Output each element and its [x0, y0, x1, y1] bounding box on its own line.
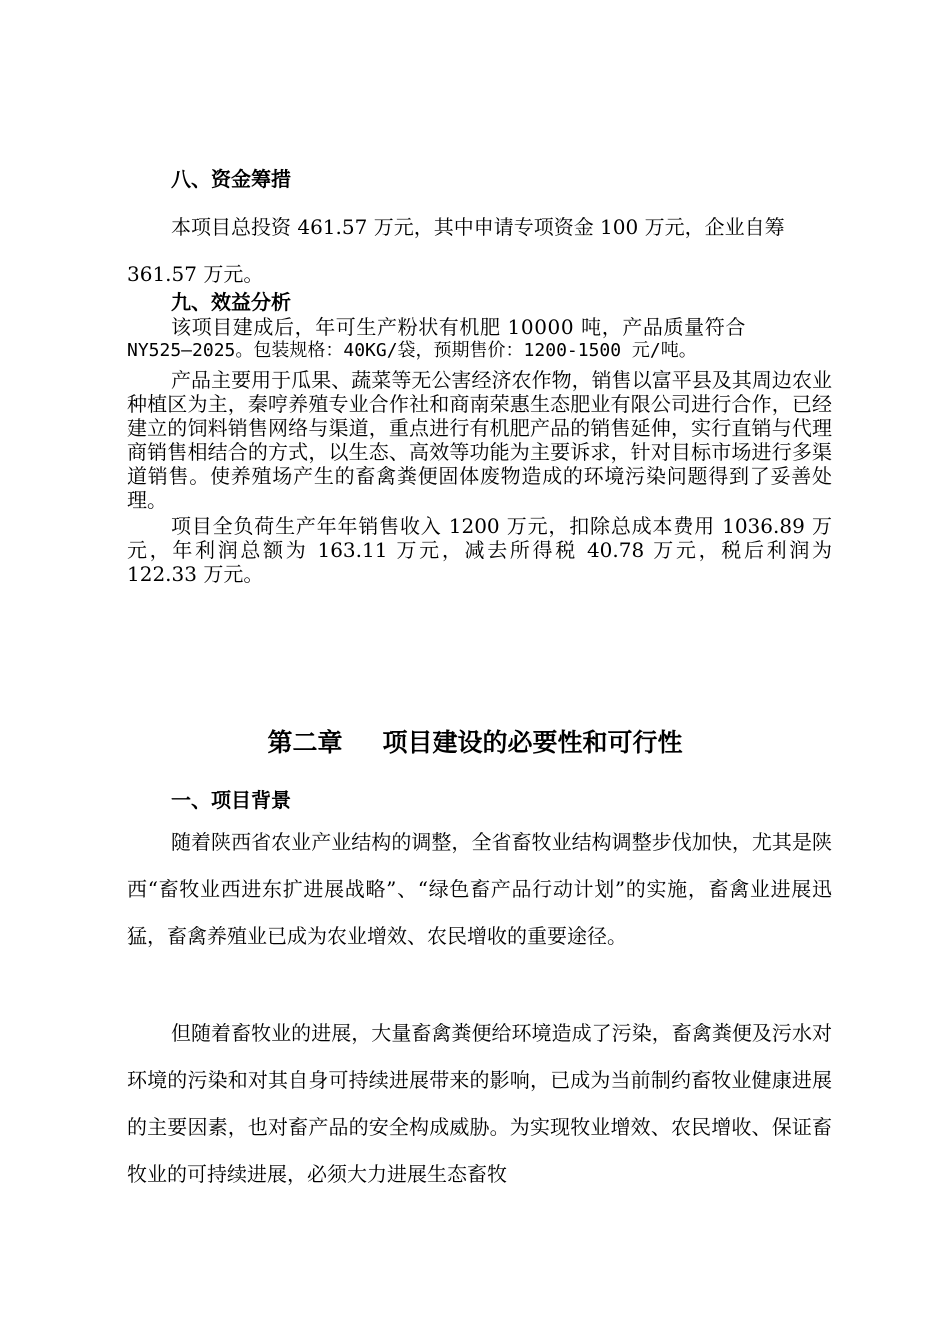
section-heading-funding: 八、资金筹措 — [171, 167, 291, 191]
section-heading-background: 一、项目背景 — [171, 788, 291, 812]
benefit-output-line1: 该项目建成后，年可生产粉状有机肥 10000 吨，产品质量符合 — [171, 315, 746, 339]
background-paragraph-1: 随着陕西省农业产业结构的调整，全省畜牧业结构调整步伐加快，尤其是陕西“畜牧业西进东扩进展战略”、“绿色畜产品行动计划”的实施，畜禽业进展迅猛，畜禽养殖业已成为农业增效、农民增收的重要途径。 — [127, 830, 832, 948]
funding-paragraph-line1: 本项目总投资 461.57 万元，其中申请专项资金 100 万元，企业自筹 — [171, 215, 785, 239]
benefit-output-line2: NY525—2025。包装规格：40KG/袋，预期售价：1200-1500 元/吨。 — [127, 340, 697, 361]
section-heading-benefit: 九、效益分析 — [171, 290, 291, 314]
funding-paragraph — [127, 204, 832, 290]
background-paragraph-2: 但随着畜牧业的进展，大量畜禽粪便给环境造成了污染，畜禽粪便及污水对环境的污染和对其自身可持续进展带来的影响，已成为当前制约畜牧业健康进展的主要因素，也对畜产品的安全构成威胁。为实现牧业增效、农民增收、保证畜牧业的可持续进展，必须大力进展生态畜牧 — [127, 1021, 832, 1186]
benefit-paragraph-profit: 项目全负荷生产年年销售收入 1200 万元，扣除总成本费用 1036.89 万元，年利润总额为 163.11 万元，减去所得税 40.78 万元，税后利润为 122.33 万元。 — [127, 514, 832, 586]
benefit-paragraph-market: 产品主要用于瓜果、蔬菜等无公害经济农作物，销售以富平县及其周边农业种植区为主，秦哼养殖专业合作社和商南荣惠生态肥业有限公司进行合作，已经建立的饲料销售网络与渠道，重点进行有机肥产品的销售延伸，实行直销与代理商销售相结合的方式，以生态、高效等功能为主要诉求，针对目标市场进行多渠道销售。使养殖场产生的畜禽粪便固体废物造成的环境污染问题得到了妥善处理。 — [127, 368, 832, 512]
chapter-title — [0, 726, 950, 760]
chapter-name: 项目建设的必要性和可行性 — [382, 728, 683, 757]
benefit-paragraph-output — [127, 315, 832, 363]
funding-paragraph-line2: 361.57 万元。 — [127, 262, 264, 286]
chapter-number: 第二章 — [267, 728, 343, 757]
